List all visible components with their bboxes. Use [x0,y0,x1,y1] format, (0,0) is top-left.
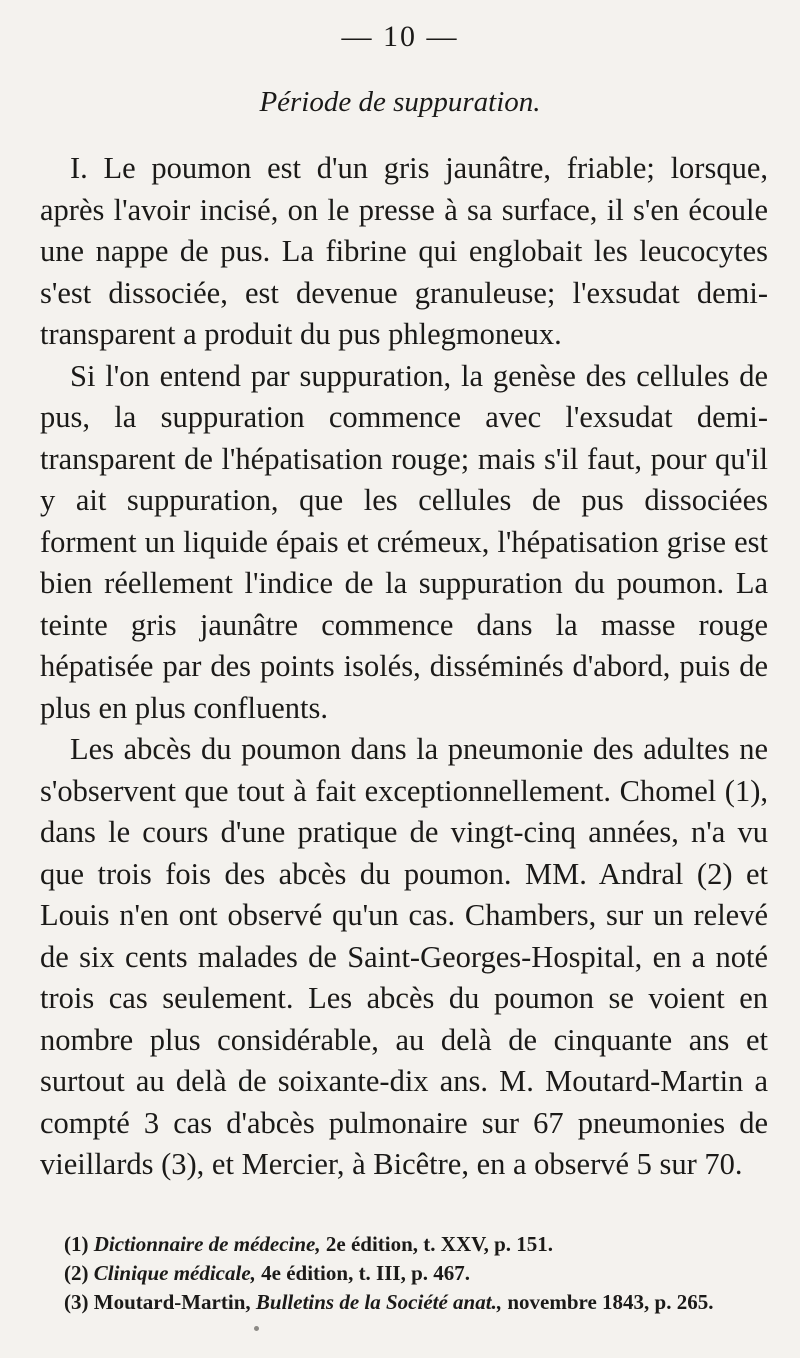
footnote-number: (1) [64,1232,89,1256]
paragraph-1: I. Le poumon est d'un gris jaunâtre, friable; lorsque, après l'avoir incisé, on le presse à sa surface, il s'en écoule une nappe de pus. La fibrine qui englobait les leucocytes s'est dissociée, est devenue granuleuse; l'exsudat demi-transparent a produit du pus phlegmoneux. [40,151,768,351]
footnote-number: (3) [64,1290,89,1314]
footnote-title: Bulletins de la Société anat., [255,1290,503,1314]
footnote-title: Dictionnaire de médecine, [93,1232,321,1256]
footnotes [64,1230,779,1317]
paragraph-2: Si l'on entend par suppuration, la genèse des cellules de pus, la suppuration commence avec l'exsudat demi-transparent de l'hépatisation rouge; mais s'il faut, pour qu'il y ait suppuration, que les cellules de pus dissociées forment un liquide épais et crémeux, l'hépatisation grise est bien réellement l'indice de la suppuration du poumon. La teinte gris jaunâtre commence dans la masse rouge hépatisée par des points isolés, disséminés d'abord, puis de plus en plus confluents. [40,358,768,725]
footnote-details: 2e édition, t. XXV, p. 151. [320,1232,554,1256]
footnote-2 [64,1259,779,1288]
footnote-author: Moutard-Martin, [88,1290,256,1314]
ink-speck [254,1326,259,1331]
footnote-number: (2) [64,1261,89,1285]
footnote-details: novembre 1843, p. 265. [502,1290,714,1314]
paragraph-3: Les abcès du poumon dans la pneumonie des adultes ne s'observent que tout à fait exceptionnellement. Chomel (1), dans le cours d'une pratique de vingt-cinq années, n'a vu que trois fois des abcès du poumon. MM. Andral (2) et Louis n'en ont observé qu'un cas. Chambers, sur un relevé de six cents malades de Saint-Georges-Hospital, en a noté trois cas seulement. Les abcès du poumon se voient en nombre plus considérable, au delà de cinquante ans et surtout au delà de soixante-dix ans. M. Moutard-Martin a compté 3 cas d'abcès pulmonaire sur 67 pneumonies de vieillards (3), et Mercier, à Bicêtre, en a observé 5 sur 70. [40,732,768,1181]
footnote-title: Clinique médicale, [93,1261,256,1285]
page-number: — 10 — [341,20,459,53]
section-title: Période de suppuration. [259,86,541,118]
footnote-3 [64,1288,779,1317]
footnote-details: 4e édition, t. III, p. 467. [255,1261,471,1285]
footnote-1 [64,1230,779,1259]
body-text [40,148,768,1186]
